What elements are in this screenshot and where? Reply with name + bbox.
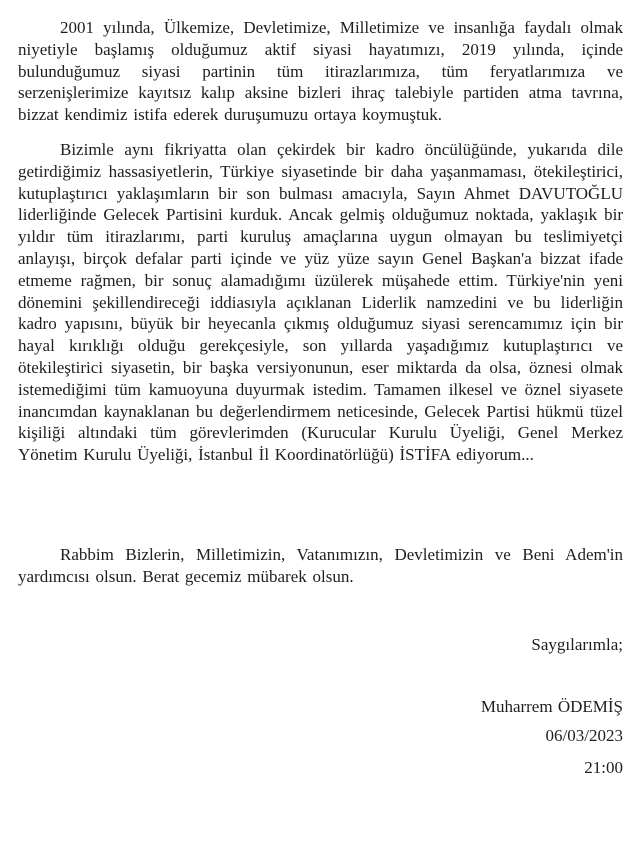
signature-name: Muharrem ÖDEMİŞ (480, 697, 623, 717)
closing-salutation: Saygılarımla; (531, 634, 623, 654)
paragraph-prayer: Rabbim Bizlerin, Milletimizin, Vatanımızın, Devletimizin ve Beni Adem'in yardımcısı olsun. Berat gecemiz mübarek olsun. (18, 544, 623, 586)
signature-time: 21:00 (584, 757, 623, 777)
signature-date: 06/03/2023 (545, 726, 623, 746)
paragraph-resignation-body: Bizimle aynı fikriyatta olan çekirdek bir kadro öncülüğünde, yukarıda dile getirdiğimiz hassasiyetlerin, Türkiye siyasetinde bir daha yaşanmaması, ötekileştirici, kutuplaştırıcı yaklaşımların bir son bulması amacıyla, Sayın Ahmet DAVUTOĞLU liderliğinde Gelecek Partisini kurduk. Ancak gelmiş olduğumuz noktada, yaklaşık bir yıldır tüm itirazlarımı, parti kuruluş amaçlarına uygun olmayan bu teslimiyetçi anlayışı, birçok defalar parti içinde ve yüz yüze sayın Genel Başkan'a bizzat ifade etmeme rağmen, bir sonuç alamadığımı üzülerek müşahede ettim. Türkiye'nin yeni dönemini şekillendireceği iddiasıyla açıklanan Liderlik namzedini ve bu liderliğin kadro yapısını, büyük bir heyecanla çıkmış olduğumuz siyasi serencamımız için bir hayal kırıklığı olduğu gerekçesiyle, son yıllarda yaşadığımız kutuplaştırıcı ve ötekileştirici siyasetin, bir başka versiyonunun, eser miktarda da olsa, öznesi olmak istemediğimi tüm kamuoyuna duyurmak istedim. Tamamen ilkesel ve öznel siyasete inancımdan kaynaklanan bu değerlendirmem neticesinde, Gelecek Partisi hükmü tüzel kişiliği altındaki tüm görevlerimden (Kurucular Kurulu Üyeliği, Genel Merkez Yönetim Kurulu Üyeliği, İstanbul İl Koordinatörlüğü) İSTİFA ediyorum... (18, 139, 623, 465)
paragraph-intro: 2001 yılında, Ülkemize, Devletimize, Milletimize ve insanlığa faydalı olmak niyetiyle başlamış olduğumuz aktif siyasi hayatımızı, 2019 yılında, içinde bulunduğumuz siyasi partinin tüm itirazlarımıza, tüm feryatlarımıza ve serzenişlerimize kayıtsız kalıp aksine bizleri ihraç talebiyle partiden atma tavrına, bizzat kendimiz istifa ederek duruşumuzu ortaya koymuştuk. (18, 18, 623, 125)
